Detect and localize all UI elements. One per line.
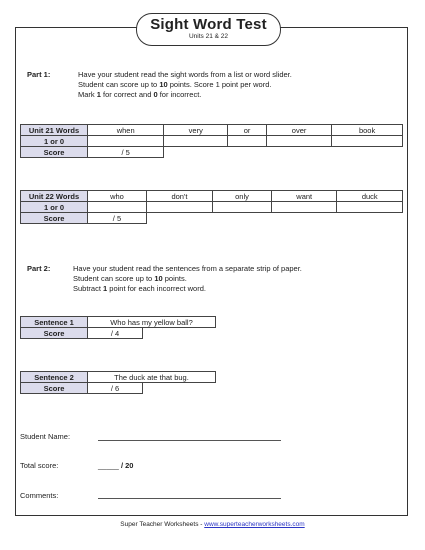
part2-line3: Subtract 1 point for each incorrect word. (73, 284, 206, 293)
word-cell: want (271, 191, 336, 202)
mark-cell[interactable] (337, 202, 403, 213)
mark-cell[interactable] (228, 136, 267, 147)
mark-cell[interactable] (266, 136, 331, 147)
part1-label: Part 1: (27, 70, 51, 79)
part1-line3: Mark 1 for correct and 0 for incorrect. (78, 90, 202, 99)
sentence1-table (20, 316, 216, 339)
mark-cell[interactable] (271, 202, 336, 213)
page-title: Sight Word Test (150, 16, 267, 33)
total-score-value: / 20 (120, 461, 134, 470)
score-label: Score (21, 383, 88, 394)
mark-cell[interactable] (88, 136, 164, 147)
unit21-table (20, 124, 403, 158)
sentence2-table (20, 371, 216, 394)
student-name-label: Student Name: (20, 432, 71, 441)
score-cell[interactable]: / 5 (88, 213, 147, 224)
score-cell[interactable]: / 6 (88, 383, 143, 394)
table-row (21, 372, 216, 383)
sentence2-text: The duck ate that bug. (88, 372, 216, 383)
student-name-line[interactable] (98, 440, 281, 441)
sentence2-label: Sentence 2 (21, 372, 88, 383)
comments-line[interactable] (98, 498, 281, 499)
sentence1-text: Who has my yellow ball? (88, 317, 216, 328)
word-cell: who (88, 191, 147, 202)
word-cell: book (332, 125, 403, 136)
word-cell: over (266, 125, 331, 136)
part2-label: Part 2: (27, 264, 51, 273)
unit22-header: Unit 22 Words (21, 191, 88, 202)
footer (0, 521, 425, 528)
mark-label: 1 or 0 (21, 202, 88, 213)
word-cell: don't (146, 191, 212, 202)
part1-line2: Student can score up to 10 points. Score 1 point per word. (78, 80, 272, 89)
part1-line1: Have your student read the sight words from a list or word slider. (78, 70, 292, 79)
table-row (21, 328, 216, 339)
page-subtitle: Units 21 & 22 (188, 33, 229, 40)
part2-line2: Student can score up to 10 points. (73, 274, 187, 283)
score-label: Score (21, 328, 88, 339)
word-cell: when (88, 125, 164, 136)
word-cell: only (213, 191, 272, 202)
footer-link[interactable]: www.superteacherworksheets.com (204, 521, 305, 528)
comments-label: Comments: (20, 491, 59, 500)
table-row (21, 125, 403, 136)
mark-label: 1 or 0 (21, 136, 88, 147)
unit22-table (20, 190, 403, 224)
mark-cell[interactable] (88, 202, 147, 213)
mark-cell[interactable] (146, 202, 212, 213)
footer-text: Super Teacher Worksheets - (120, 521, 205, 528)
table-row (21, 191, 403, 202)
score-label: Score (21, 213, 88, 224)
table-row (21, 213, 403, 224)
title-box (136, 13, 281, 46)
word-cell: very (164, 125, 228, 136)
table-row (21, 317, 216, 328)
score-cell[interactable]: / 5 (88, 147, 164, 158)
word-cell: or (228, 125, 267, 136)
mark-cell[interactable] (332, 136, 403, 147)
part2-instructions (73, 264, 302, 294)
word-cell: duck (337, 191, 403, 202)
sentence1-label: Sentence 1 (21, 317, 88, 328)
total-score-label: Total score: (20, 461, 59, 470)
table-row (21, 147, 403, 158)
part1-instructions (78, 70, 292, 100)
unit21-header: Unit 21 Words (21, 125, 88, 136)
part2-line1: Have your student read the sentences from a separate strip of paper. (73, 264, 302, 273)
mark-cell[interactable] (213, 202, 272, 213)
table-row (21, 202, 403, 213)
score-label: Score (21, 147, 88, 158)
total-score-blank[interactable]: _____ (98, 461, 119, 470)
mark-cell[interactable] (164, 136, 228, 147)
table-row (21, 383, 216, 394)
total-score-field[interactable] (98, 461, 133, 470)
table-row (21, 136, 403, 147)
score-cell[interactable]: / 4 (88, 328, 143, 339)
